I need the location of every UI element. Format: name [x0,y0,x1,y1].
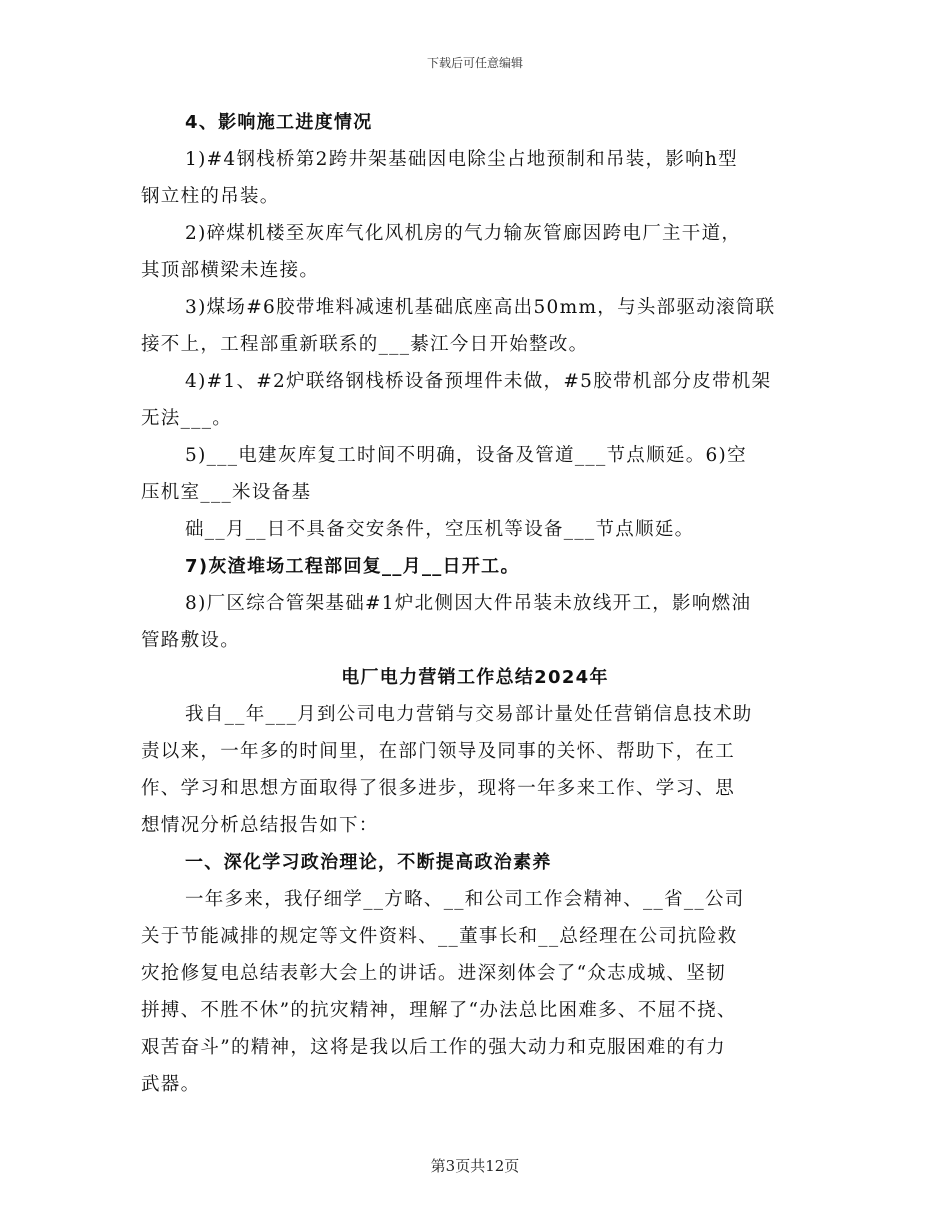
text-line: 作、学习和思想方面取得了很多进步，现将一年多来工作、学习、思 [141,778,736,799]
text-line: 武器。 [141,1074,201,1095]
document-body [141,104,809,1103]
text-line: 5)___电建灰库复工时间不明确，设备及管道___节点顺延。6)空 [185,445,747,466]
text-line: 钢立柱的吊装。 [141,186,280,207]
text-line: 1)#4钢栈桥第2跨井架基础因电除尘占地预制和吊装，影响h型 [185,149,738,170]
text-line: 4、影响施工进度情况 [185,112,373,133]
text-line: 关于节能减排的规定等文件资料、__董事长和__总经理在公司抗险救 [141,926,738,947]
text-line: 管路敷设。 [141,630,241,651]
text-line: 想情况分析总结报告如下： [141,815,379,836]
text-line: 2)碎煤机楼至灰库气化风机房的气力输灰管廊因跨电厂主干道， [185,223,742,244]
text-line: 一、深化学习政治理论，不断提高政治素养 [185,852,552,873]
text-line: 压机室___米设备基 [141,482,312,503]
text-line: 无法___。 [141,408,233,429]
text-line: 艰苦奋斗”的精神，这将是我以后工作的强大动力和克服困难的有力 [141,1037,726,1058]
page-header-note: 下载后可任意编辑 [426,56,523,70]
text-line: 我自__年___月到公司电力营销与交易部计量处任营销信息技术助 [185,704,753,725]
text-line: 7)灰渣堆场工程部回复__月__日开工。 [185,556,520,577]
page-number-footer: 第3页共12页 [430,1157,520,1175]
text-line: 接不上，工程部重新联系的___綦江今日开始整改。 [141,334,589,355]
text-line: 责以来，一年多的时间里，在部门领导及同事的关怀、帮助下，在工 [141,741,736,762]
text-line: 8)厂区综合管架基础#1炉北侧因大件吊装未放线开工，影响燃油 [185,593,752,614]
text-line: 拼搏、不胜不休”的抗灾精神，理解了“办法总比困难多、不屈不挠、 [141,1000,737,1021]
text-line: 础__月__日不具备交安条件，空压机等设备___节点顺延。 [185,519,695,540]
text-line: 电厂电力营销工作总结2024年 [341,667,609,688]
text-line: 一年多来，我仔细学__方略、__和公司工作会精神、__省__公司 [185,889,745,910]
text-line: 3)煤场#6胶带堆料减速机基础底座高出50mm，与头部驱动滚筒联 [185,297,776,318]
text-line: 灾抢修复电总结表彰大会上的讲话。进深刻体会了“众志成城、坚韧 [141,963,726,984]
text-line: 4)#1、#2炉联络钢栈桥设备预埋件未做，#5胶带机部分皮带机架 [185,371,772,392]
text-line: 其顶部横梁未连接。 [141,260,320,281]
